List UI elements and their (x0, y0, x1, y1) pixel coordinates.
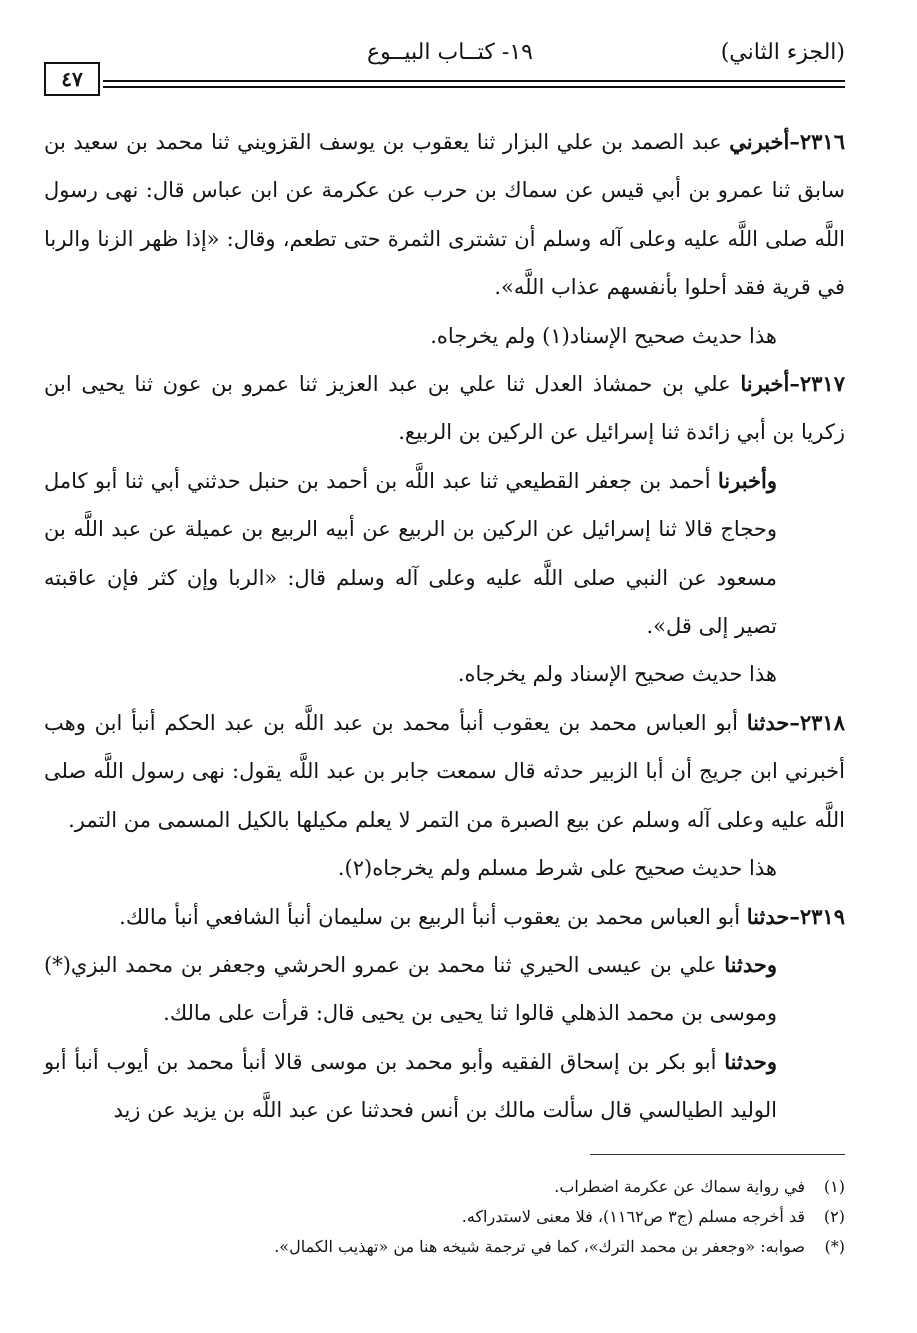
hadith-sub-chain (44, 1038, 845, 1135)
hadith-number: ٢٣١٧– (789, 371, 845, 397)
hadith-text: عبد الصمد بن علي البزار ثنا يعقوب بن يوسف القزويني ثنا محمد بن سعيد بن سابق ثنا عمرو بن أبي قيس عن سماك بن حرب عن عكرمة عن ابن عباس قال: نهى رسول اللَّه صلى اللَّه عليه وعلى آله وسلم أن تشترى الثمرة حتى تطعم، وقال: «إذا ظهر الزنا والربا في قرية فقد أحلوا بأنفسهم عذاب اللَّه». (44, 130, 845, 300)
footnote-text: صوابه: «وجعفر بن محمد الترك»، كما في ترجمة شيخه هنا من «تهذيب الكمال». (274, 1237, 805, 1256)
hadith-grading: هذا حديث صحيح الإسناد ولم يخرجاه. (457, 662, 777, 687)
hadith-sub-chain (44, 457, 845, 651)
hadith-sub-chain (44, 941, 845, 1038)
header-rule-bottom (103, 86, 845, 88)
transmission-keyword: أخبرني (729, 129, 790, 154)
hadith-text: أبو العباس محمد بن يعقوب أنبأ الربيع بن سليمان أنبأ الشافعي أنبأ مالك. (119, 904, 747, 929)
hadith-number: ٢٣١٩– (789, 903, 845, 929)
hadith-2316 (44, 118, 845, 312)
transmission-keyword: وحدثنا (724, 1048, 777, 1074)
hadith-text: أبو بكر بن إسحاق الفقيه وأبو محمد بن موسى قالا أنبأ محمد بن أيوب أنبأ أبو الوليد الطيالسي قال سألت مالك بن أنس فحدثنا عن عبد اللَّه بن يزيد عن زيد (44, 1049, 777, 1123)
footnote-2 (44, 1202, 845, 1232)
hadith-number: ٢٣١٨– (789, 709, 845, 735)
footnote-mark: (*) (824, 1237, 845, 1256)
transmission-keyword: أخبرنا (740, 371, 790, 397)
hadith-text: علي بن عيسى الحيري ثنا محمد بن عمرو الحرشي وجعفر بن محمد البزي(*) وموسى بن محمد الذهلي قالوا ثنا يحيى بن يحيى قال: قرأت على مالك. (44, 952, 777, 1026)
hadith-text: علي بن حمشاذ العدل ثنا علي بن عبد العزيز ثنا عمرو بن عون ثنا يحيى ابن زكريا بن أبي زائدة ثنا إسرائيل عن الركين بن الربيع. (44, 372, 845, 445)
main-text (44, 118, 845, 1135)
hadith-grading: هذا حديث صحيح على شرط مسلم ولم يخرجاه(٢). (337, 856, 777, 881)
hadith-text: أحمد بن جعفر القطيعي ثنا عبد اللَّه بن أحمد بن حنبل حدثني أبي ثنا أبو كامل وحجاج قالا ثنا إسرائيل عن الركين بن الربيع عن أبيه الربيع بن عميلة عن عبد اللَّه بن مسعود عن النبي صلى اللَّه عليه وعلى آله وسلم قال: «الربا وإن كثر فإن عاقبته تصير إلى قل». (44, 468, 777, 639)
footnote-1 (44, 1172, 845, 1202)
transmission-keyword: حدثنا (746, 709, 790, 735)
chapter-title: ١٩- كتــاب البيــوع (367, 40, 533, 65)
hadith-grading: هذا حديث صحيح الإسناد(١) ولم يخرجاه. (430, 323, 777, 348)
transmission-keyword: حدثنا (746, 903, 790, 929)
hadith-text: أبو العباس محمد بن يعقوب أنبأ محمد بن عبد اللَّه بن عبد الحكم أنبأ ابن وهب أخبرني ابن جريج أن أبا الزبير حدثه قال سمعت جابر بن عبد اللَّه يقول: نهى رسول اللَّه صلى اللَّه عليه وعلى آله وسلم عن بيع الصبرة من التمر لا يعلم مكيلها بالكيل المسمى من التمر. (44, 710, 845, 832)
footnote-mark: (١) (823, 1177, 845, 1196)
footnote-mark: (٢) (823, 1207, 845, 1226)
footnotes (44, 1172, 845, 1262)
transmission-keyword: وأخبرنا (717, 467, 777, 493)
hadith-2318 (44, 699, 845, 844)
footnote-separator (590, 1154, 845, 1155)
footnote-star (44, 1232, 845, 1262)
header-rule-top (103, 80, 845, 82)
hadith-2317 (44, 360, 845, 457)
hadith-number: ٢٣١٦– (789, 129, 845, 154)
footnote-text: في رواية سماك عن عكرمة اضطراب. (554, 1177, 805, 1196)
volume-title: (الجزء الثاني) (720, 40, 845, 65)
hadith-2319 (44, 893, 845, 941)
transmission-keyword: وحدثنا (724, 951, 777, 977)
page-number: ٤٧ (44, 62, 100, 96)
footnote-text: قد أخرجه مسلم (ج٣ ص١١٦٢)، فلا معنى لاستدراكه. (461, 1207, 805, 1226)
